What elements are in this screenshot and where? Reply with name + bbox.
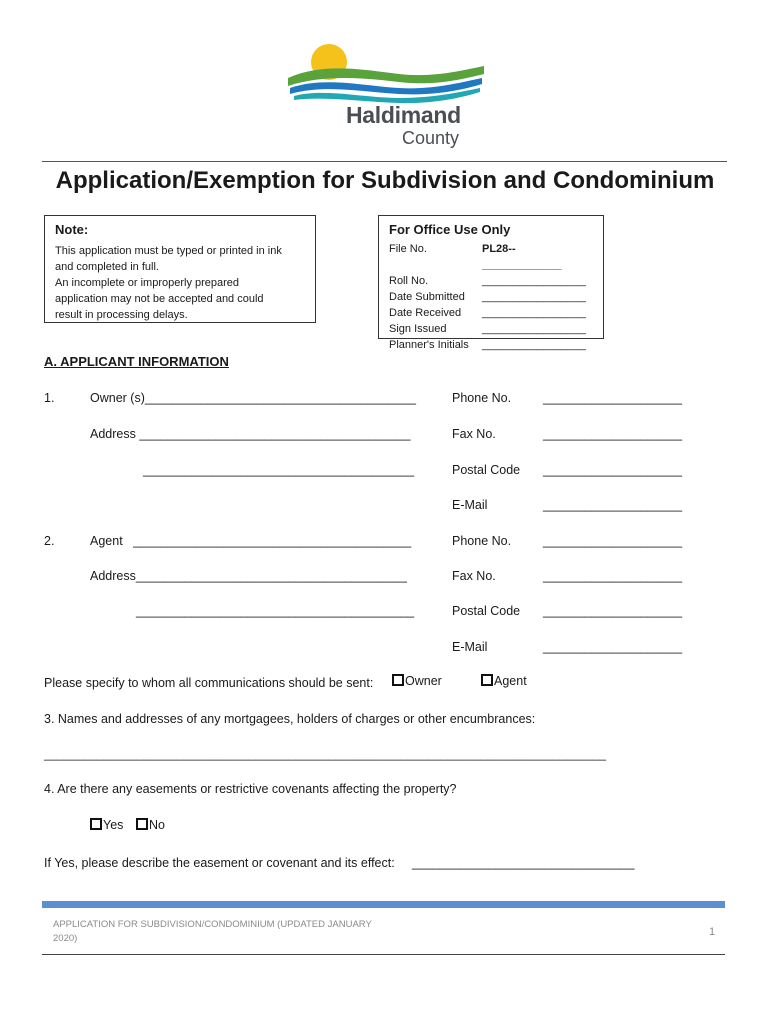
- agent-phone-field[interactable]: ____________________: [543, 534, 683, 548]
- page-title: Application/Exemption for Subdivision and Condominium: [55, 167, 715, 194]
- owner-option-label: Owner: [405, 674, 442, 688]
- date-received-field[interactable]: _________________: [482, 307, 587, 319]
- owner-address-field[interactable]: Address _______________________________________: [90, 427, 411, 441]
- agent-postal-field[interactable]: ____________________: [543, 604, 683, 618]
- header-divider: [42, 161, 727, 162]
- agent-phone-label: Phone No.: [452, 534, 512, 548]
- office-row-planner-initials: [389, 337, 593, 353]
- mortgagees-field[interactable]: _____________________________________________________________________________________: [44, 747, 607, 761]
- office-label: Date Submitted: [389, 291, 465, 303]
- footer-divider: [42, 954, 725, 955]
- office-row-sign-issued: [389, 321, 593, 337]
- note-line: and completed in full.: [55, 261, 159, 273]
- note-line: An incomplete or improperly prepared: [55, 277, 240, 289]
- owner-postal-field[interactable]: ____________________: [543, 463, 683, 477]
- office-label: File No.: [389, 243, 427, 255]
- owner-address-line-2[interactable]: _______________________________________: [143, 463, 415, 477]
- section-a-heading: A. APPLICANT INFORMATION: [44, 354, 229, 369]
- page-number: 1: [709, 926, 716, 938]
- office-label: Planner's Initials: [389, 339, 469, 351]
- office-use-box: [378, 215, 604, 351]
- note-line: application may not be accepted and could: [55, 293, 264, 305]
- agent-fax-label: Fax No.: [452, 569, 496, 583]
- owner-email-field[interactable]: ____________________: [543, 498, 683, 512]
- agent-email-field[interactable]: ____________________: [543, 640, 683, 654]
- easement-description-field[interactable]: ________________________________: [412, 856, 635, 870]
- owner-phone-label: Phone No.: [452, 391, 512, 405]
- easement-yes-option[interactable]: [90, 818, 123, 832]
- question-3: 3. Names and addresses of any mortgagees, holders of charges or other encumbrances:: [44, 712, 536, 726]
- agent-email-label: E-Mail: [452, 640, 488, 654]
- file-no-field[interactable]: PL28--_____________: [482, 243, 562, 271]
- office-label: Sign Issued: [389, 323, 447, 335]
- note-line: This application must be typed or printed in ink: [55, 245, 282, 257]
- yes-label: Yes: [103, 818, 124, 832]
- office-row-roll-no: [389, 273, 593, 289]
- agent-checkbox[interactable]: [481, 674, 493, 686]
- agent-option-label: Agent: [494, 674, 527, 688]
- office-heading: For Office Use Only: [389, 222, 511, 237]
- agent-number: 2.: [44, 534, 55, 548]
- planner-initials-field[interactable]: _________________: [482, 339, 587, 351]
- office-row-date-submitted: [389, 289, 593, 305]
- no-label: No: [149, 818, 165, 832]
- office-label: Date Received: [389, 307, 462, 319]
- office-row-date-received: [389, 305, 593, 321]
- agent-address-line-2[interactable]: ________________________________________: [136, 604, 415, 618]
- agent-address-field[interactable]: Address_______________________________________: [90, 569, 407, 583]
- communications-prompt: Please specify to whom all communications should be sent:: [44, 676, 374, 690]
- owner-phone-field[interactable]: ____________________: [543, 391, 683, 405]
- date-submitted-field[interactable]: _________________: [482, 291, 587, 303]
- question-4: 4. Are there any easements or restrictive covenants affecting the property?: [44, 782, 457, 796]
- owner-postal-label: Postal Code: [452, 463, 521, 477]
- note-box: [44, 215, 316, 323]
- agent-postal-label: Postal Code: [452, 604, 521, 618]
- office-label: Roll No.: [389, 275, 429, 287]
- footer-text: APPLICATION FOR SUBDIVISION/CONDOMINIUM (UPDATED JANUARY 2020): [53, 919, 372, 944]
- easement-no-option[interactable]: [136, 818, 165, 832]
- owner-fax-label: Fax No.: [452, 427, 496, 441]
- owner-number: 1.: [44, 391, 55, 405]
- owner-email-label: E-Mail: [452, 498, 488, 512]
- owner-fax-field[interactable]: ____________________: [543, 427, 683, 441]
- logo-county: County: [402, 128, 460, 148]
- footer-bar: [42, 901, 725, 908]
- agent-field[interactable]: Agent ________________________________________: [90, 534, 412, 548]
- communications-owner-option[interactable]: [392, 674, 442, 688]
- owner-field[interactable]: Owner (s)_______________________________________: [90, 391, 416, 405]
- owner-checkbox[interactable]: [392, 674, 404, 686]
- roll-no-field[interactable]: _________________: [482, 275, 587, 287]
- easement-description-prompt: If Yes, please describe the easement or covenant and its effect:: [44, 856, 395, 870]
- yes-checkbox[interactable]: [90, 818, 102, 830]
- sign-issued-field[interactable]: _________________: [482, 323, 587, 335]
- office-row-file-no: [389, 241, 593, 273]
- agent-fax-field[interactable]: ____________________: [543, 569, 683, 583]
- note-line: result in processing delays.: [55, 309, 188, 321]
- communications-agent-option[interactable]: [481, 674, 527, 688]
- no-checkbox[interactable]: [136, 818, 148, 830]
- logo-wordmark: Haldimand: [346, 102, 461, 128]
- note-heading: Note:: [55, 222, 89, 237]
